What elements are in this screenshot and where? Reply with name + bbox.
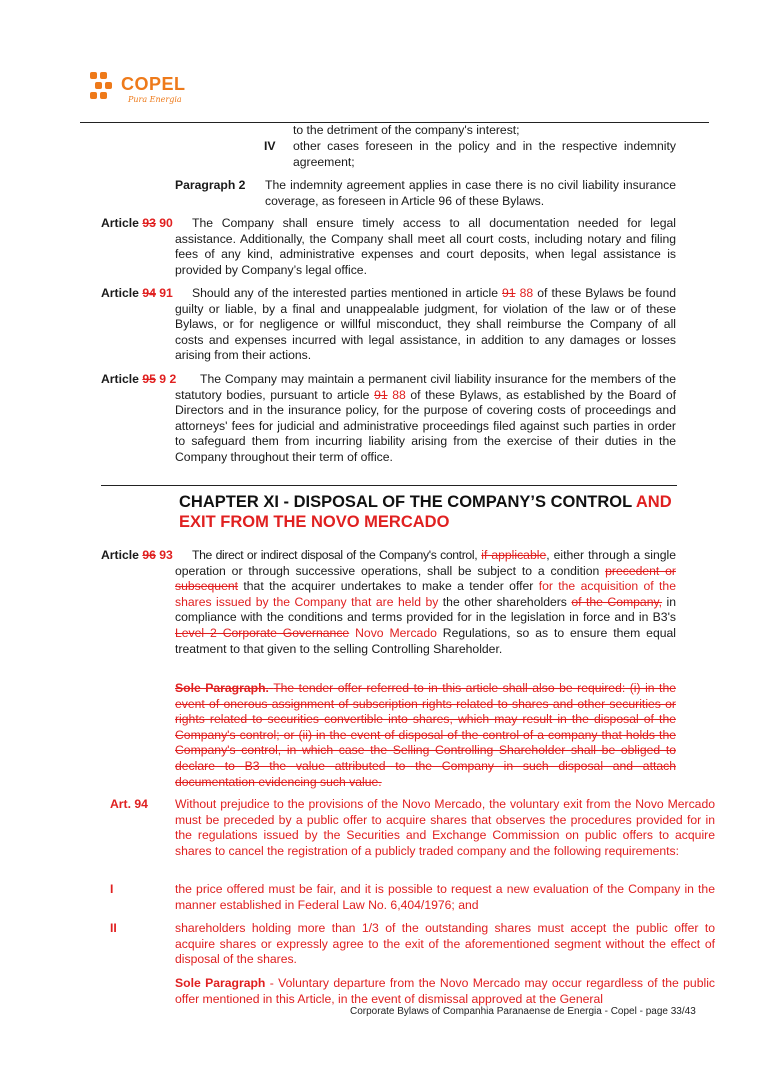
article-92-label: Article 95 9 2: [101, 372, 177, 386]
article-94-sole-paragraph: Sole Paragraph - Voluntary departure from the Novo Mercado may occur regardless of the public offer mentioned in this Article, in the event of dismissal approved at the General: [175, 976, 715, 1006]
item-i-text: the price offered must be fair, and it is possible to request a new evaluation of the Company in the manner established in Federal Law No. 6,404/1976; and: [175, 882, 715, 912]
copel-logo-icon: [88, 70, 118, 104]
article-91-old-number: 94: [142, 286, 156, 300]
brand-name: COPEL: [121, 74, 186, 94]
item-iv-text: other cases foreseen in the policy and in the respective indemnity agreement;: [293, 139, 676, 169]
article-93-label: Article 96 93: [101, 548, 173, 562]
chapter-divider: [101, 485, 677, 486]
article-91-text: Should any of the interested parties mentioned in article 91 88 of these Bylaws be found guilty or liable, by a final and unappealable judgment, for violation of the law or of these Bylaws, or for negligence or willful misconduct, they shall reimburse the Company of all costs and expenses incurred with legal assistance, in addition to any damages or losses arising from their actions.: [175, 286, 677, 363]
article-92-new-number: 9 2: [159, 372, 177, 386]
article-91-label: Article 94 91: [101, 286, 173, 300]
article-94-label: Art. 94: [110, 797, 148, 811]
article-90-new-number: 90: [159, 216, 173, 230]
article-92-old-number: 95: [142, 372, 156, 386]
continued-text: to the detriment of the company's interest;: [293, 123, 520, 137]
paragraph-2-text: The indemnity agreement applies in case there is no civil liability insurance coverage, as foreseen in Article 96 of these Bylaws.: [265, 178, 676, 208]
item-iv-label: IV: [264, 139, 276, 153]
paragraph-2-label: Paragraph 2: [175, 178, 246, 192]
item-ii-label: II: [110, 921, 117, 935]
chapter-title: CHAPTER XI - DISPOSAL OF THE COMPANY’S CONTROL AND EXIT FROM THE NOVO MERCADO: [179, 493, 672, 531]
deleted-sole-paragraph: Sole Paragraph. The tender offer referred to in this article shall also be required: (i) in the event of onerous assignment of subscription rights related to shares and other securities or rights related to securities convertible into shares, which may result in the disposal of the Company's control; or (ii) in the event of disposal of the control of a company that holds the Company's control, in which case the Selling Controlling Shareholder shall be obliged to declare to B3 the value attributed to the Company in such disposal and attach documentation evidencing such value.: [175, 681, 676, 789]
item-i-label: I: [110, 882, 114, 896]
article-93-new-number: 93: [159, 548, 173, 562]
page-footer: Corporate Bylaws of Companhia Paranaense de Energia - Copel - page 33/43: [350, 1006, 696, 1017]
article-94-text: Without prejudice to the provisions of the Novo Mercado, the voluntary exit from the Novo Mercado must be preceded by a public offer to acquire shares that observes the procedures provided for in the regulations issued by the Securities and Exchange Commission on public offers to acquire shares to cancel the registration of a publicly traded company and the following requirements:: [175, 797, 715, 858]
article-93-old-number: 96: [142, 548, 156, 562]
article-90-old-number: 93: [142, 216, 156, 230]
article-91-new-number: 91: [159, 286, 173, 300]
item-ii-text: shareholders holding more than 1/3 of the outstanding shares must accept the public offer to acquire shares or expressly agree to the exit of the aforementioned segment without the effect of disposal of the shares.: [175, 921, 715, 967]
logo: [88, 70, 198, 110]
brand-tagline: Pura Energia: [128, 95, 182, 104]
article-93-text: The direct or indirect disposal of the Company's control, if applicable, either through a single operation or through successive operations, shall be subject to a condition precedent or subsequent that the acquirer undertakes to make a tender offer for the acquisition of the shares issued by the Company that are held by the other shareholders of the Company, in compliance with the conditions and terms provided for in the legislation in force and in B3's Level 2 Corporate Governance Novo Mercado Regulations, so as to ensure them equal treatment to that given to the selling Controlling Shareholder.: [175, 548, 677, 656]
article-90-text: The Company shall ensure timely access to all documentation needed for legal assistance. Additionally, the Company shall meet all court costs, including notary and filing fees of any kind, administrative expenses and court deposits, when legal assistance is provided by Company’s legal office.: [175, 216, 676, 277]
article-92-text: The Company may maintain a permanent civil liability insurance for the members of the statutory bodies, pursuant to article 91 88 of these Bylaws, as established by the Board of Directors and in the insurance policy, for the purpose of covering costs of proceedings and attorneys' fees for judicial and administrative proceedings filed against such parties in order to safeguard them from incurring liability arising from the exercise of their duties in the Company throughout their term of office.: [175, 372, 677, 464]
article-90-label: Article 93 90: [101, 216, 173, 230]
